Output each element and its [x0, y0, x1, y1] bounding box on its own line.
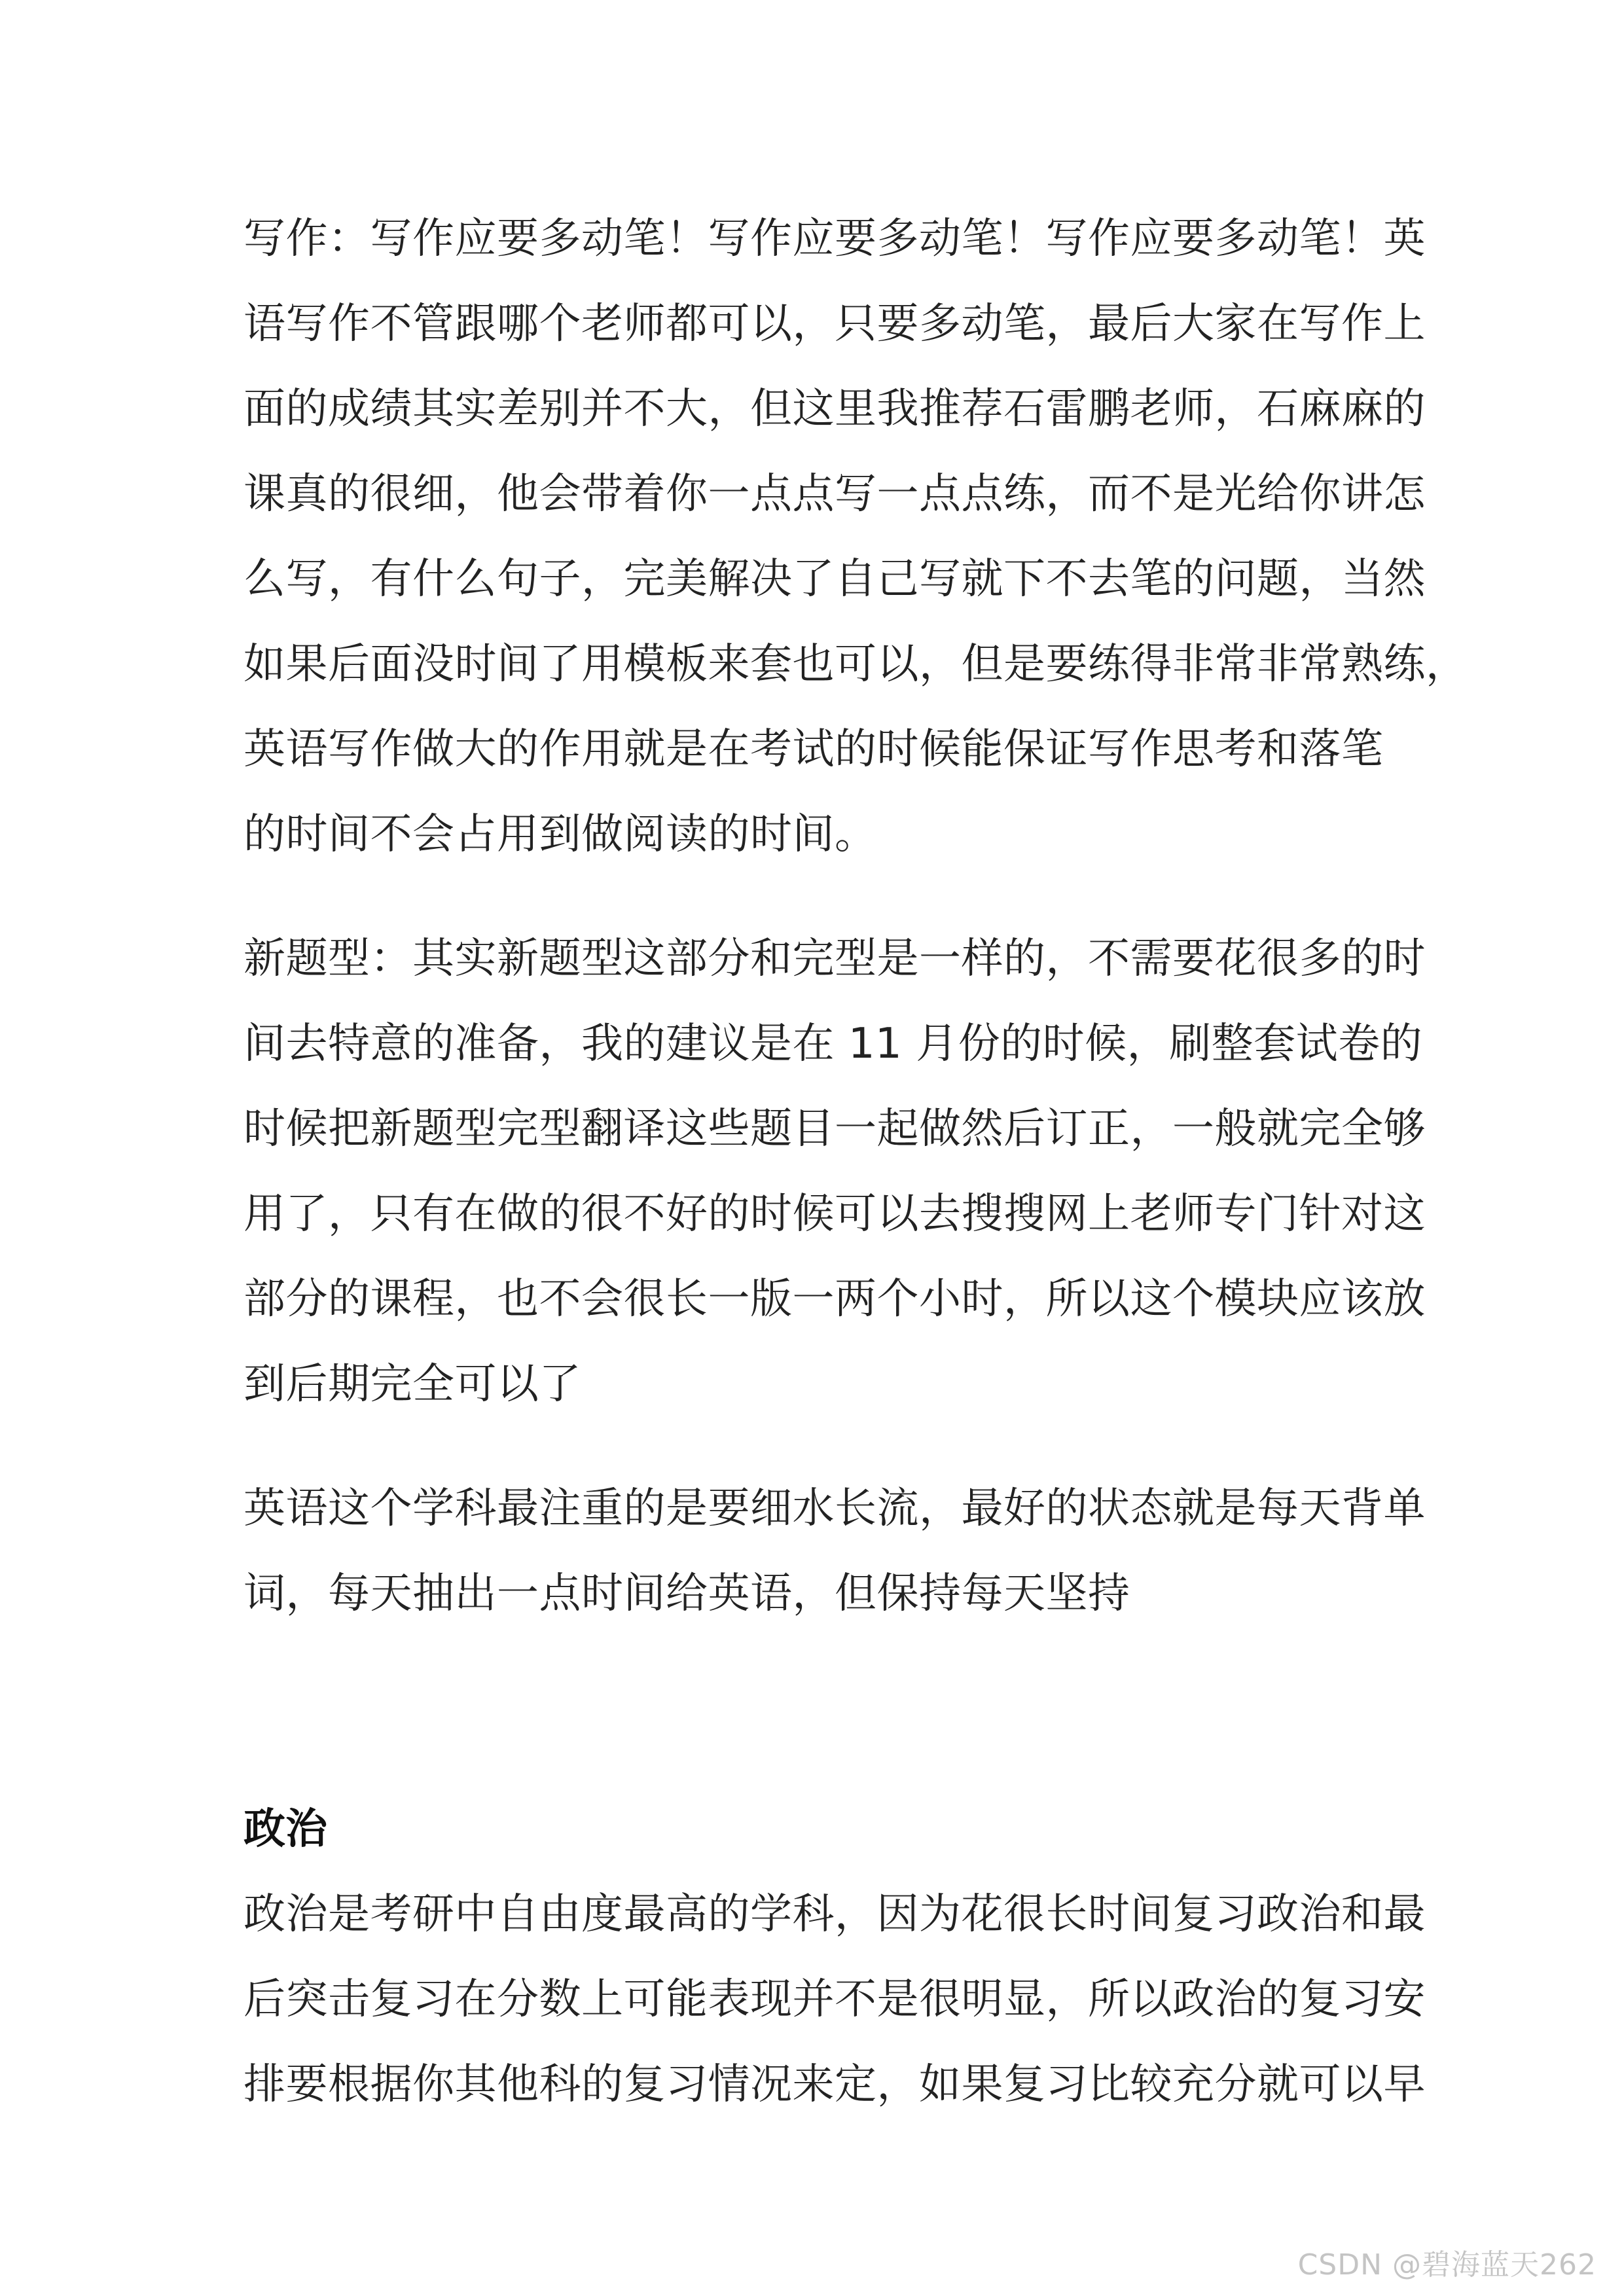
text-line: 课真的很细，他会带着你一点点写一点点练，而不是光给你讲怎 — [244, 470, 1426, 518]
text-line: 排要根据你其他科的复习情况来定，如果复习比较充分就可以早 — [244, 2060, 1426, 2109]
text-line: 词，每天抽出一点时间给英语，但保持每天坚持 — [244, 1570, 1130, 1618]
paragraph-politics — [244, 1872, 1426, 2127]
watermark: CSDN @碧海蓝天262 — [1297, 2248, 1597, 2282]
section-heading-politics: 政治 — [244, 1805, 327, 1854]
text-line: 新题型：其实新题型这部分和完型是一样的，不需要花很多的时 — [244, 935, 1426, 983]
text-line: 面的成绩其实差别并不大，但这里我推荐石雷鹏老师，石麻麻的 — [244, 385, 1426, 433]
paragraph-english-summary — [244, 1466, 1426, 1636]
text-line: 英语写作做大的作用就是在考试的时候能保证写作思考和落笔 — [244, 725, 1384, 774]
text-line: 语写作不管跟哪个老师都可以，只要多动笔，最后大家在写作上 — [244, 300, 1426, 348]
text-line: 英语这个学科最注重的是要细水长流，最好的状态就是每天背单 — [244, 1484, 1426, 1533]
text-line: 用了，只有在做的很不好的时候可以去搜搜网上老师专门针对这 — [244, 1190, 1426, 1238]
paragraph-new-question-type — [244, 916, 1426, 1427]
text-line: 么写，有什么句子，完美解决了自己写就下不去笔的问题，当然 — [244, 555, 1426, 603]
text-line: 到后期完全可以了 — [244, 1360, 581, 1408]
text-line: 写作：写作应要多动笔！写作应要多动笔！写作应要多动笔！英 — [244, 215, 1426, 263]
text-line: 部分的课程，也不会很长一版一两个小时，所以这个模块应该放 — [244, 1275, 1426, 1323]
document-body — [244, 196, 1468, 2127]
text-line: 政治是考研中自由度最高的学科，因为花很长时间复习政治和最 — [244, 1890, 1426, 1939]
text-line: 间去特意的准备，我的建议是在 11 月份的时候，刷整套试卷的 — [244, 1020, 1423, 1068]
text-line: 的时间不会占用到做阅读的时间。 — [244, 810, 877, 859]
text-line: 时候把新题型完型翻译这些题目一起做然后订正，一般就完全够 — [244, 1105, 1426, 1153]
paragraph-writing — [244, 196, 1468, 877]
text-line: 后突击复习在分数上可能表现并不是很明显，所以政治的复习安 — [244, 1975, 1426, 2024]
text-line: 如果后面没时间了用模板来套也可以，但是要练得非常非常熟练， — [244, 640, 1468, 689]
